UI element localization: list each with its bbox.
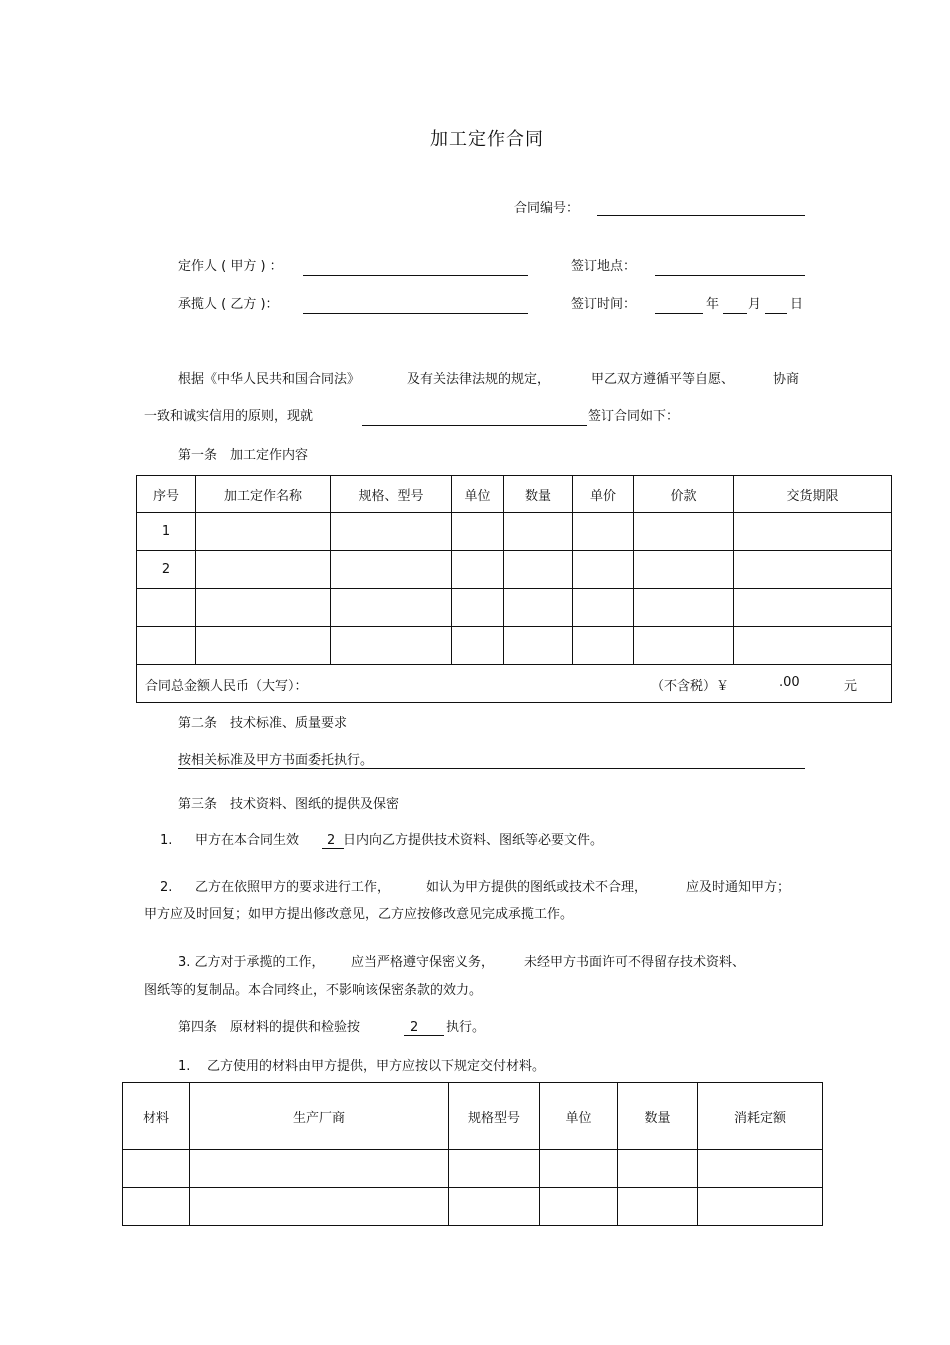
table-cell[interactable] bbox=[452, 589, 504, 627]
preamble-seg3: 甲乙双方遵循平等自愿、 bbox=[591, 372, 735, 387]
preamble-line2-start: 一致和诚实信用的原则，现就 bbox=[144, 409, 314, 424]
col-header: 单价 bbox=[573, 476, 634, 513]
article3-item2-line2: 甲方应及时回复；如甲方提出修改意见，乙方应按修改意见完成承揽工作。 bbox=[144, 907, 574, 922]
table-cell[interactable] bbox=[196, 589, 331, 627]
table-cell[interactable]: 1 bbox=[137, 513, 196, 551]
table-cell[interactable] bbox=[734, 627, 892, 665]
article2-text: 按相关标准及甲方书面委托执行。 bbox=[178, 753, 374, 768]
table-cell[interactable]: 2 bbox=[137, 551, 196, 589]
article3-heading: 第三条 技术资料、图纸的提供及保密 bbox=[178, 797, 400, 812]
article3-item3-line2: 图纸等的复制品。本合同终止，不影响该保密条款的效力。 bbox=[144, 983, 483, 998]
party-b-label: 承揽人 ( 乙方 )： bbox=[178, 297, 279, 312]
col-header: 规格、型号 bbox=[331, 476, 452, 513]
party-b-field[interactable] bbox=[303, 313, 528, 314]
table-cell[interactable] bbox=[634, 513, 734, 551]
table-cell[interactable] bbox=[452, 513, 504, 551]
party-a-field[interactable] bbox=[303, 275, 528, 276]
table-row bbox=[137, 627, 892, 665]
article3-item2-text-a: 乙方在依照甲方的要求进行工作， bbox=[195, 880, 391, 895]
table-cell[interactable] bbox=[449, 1150, 540, 1188]
article4-heading-end: 执行。 bbox=[446, 1020, 486, 1035]
col-header: 数量 bbox=[618, 1083, 698, 1150]
col-header: 材料 bbox=[123, 1083, 190, 1150]
article2-heading: 第二条 技术标准、质量要求 bbox=[178, 716, 348, 731]
table-cell[interactable] bbox=[634, 551, 734, 589]
table-cell[interactable] bbox=[123, 1150, 190, 1188]
total-row bbox=[137, 665, 892, 703]
table-cell[interactable] bbox=[190, 1150, 449, 1188]
table-row bbox=[137, 551, 892, 589]
col-header: 序号 bbox=[137, 476, 196, 513]
preamble-seg1: 根据《中华人民共和国合同法》 bbox=[178, 372, 361, 387]
table-header-row bbox=[137, 476, 892, 513]
col-header: 单位 bbox=[540, 1083, 618, 1150]
table-row bbox=[123, 1188, 823, 1226]
article4-option-underline bbox=[404, 1035, 444, 1036]
year-label: 年 bbox=[706, 297, 720, 312]
table-cell[interactable] bbox=[734, 589, 892, 627]
table-cell[interactable] bbox=[331, 551, 452, 589]
table-cell[interactable] bbox=[504, 589, 573, 627]
col-header: 数量 bbox=[504, 476, 573, 513]
article3-item1-num: 1. bbox=[160, 833, 173, 848]
table-cell[interactable] bbox=[504, 627, 573, 665]
col-header: 生产厂商 bbox=[190, 1083, 449, 1150]
materials-table bbox=[122, 1082, 823, 1226]
sign-place-label: 签订地点： bbox=[571, 259, 637, 274]
table-cell[interactable] bbox=[573, 589, 634, 627]
amount-suffix[interactable]: .00 bbox=[779, 675, 800, 690]
table-cell[interactable] bbox=[196, 627, 331, 665]
col-header: 价款 bbox=[634, 476, 734, 513]
table-cell[interactable] bbox=[452, 551, 504, 589]
table-cell[interactable] bbox=[634, 589, 734, 627]
preamble-seg4: 协商 bbox=[773, 372, 800, 387]
table-cell[interactable] bbox=[573, 551, 634, 589]
article4-item1-text: 乙方使用的材料由甲方提供，甲方应按以下规定交付材料。 bbox=[207, 1059, 546, 1074]
contract-subject-field[interactable] bbox=[362, 425, 587, 426]
article3-item1-text-b: 日内向乙方提供技术资料、图纸等必要文件。 bbox=[343, 833, 604, 848]
table-cell[interactable] bbox=[734, 513, 892, 551]
currency-unit: 元 bbox=[844, 679, 858, 694]
article3-item2-text-c: 应及时通知甲方； bbox=[686, 880, 791, 895]
article2-underline[interactable] bbox=[178, 768, 805, 769]
article3-item1-text-a: 甲方在本合同生效 bbox=[195, 833, 300, 848]
table-cell[interactable] bbox=[190, 1188, 449, 1226]
preamble-seg2: 及有关法律法规的规定， bbox=[407, 372, 551, 387]
table-cell[interactable] bbox=[618, 1188, 698, 1226]
table-cell[interactable] bbox=[331, 513, 452, 551]
table-cell[interactable] bbox=[734, 551, 892, 589]
col-header: 规格型号 bbox=[449, 1083, 540, 1150]
contract-no-field[interactable] bbox=[597, 215, 805, 216]
month-label: 月 bbox=[748, 297, 762, 312]
page-title: 加工定作合同 bbox=[430, 129, 544, 150]
table-cell[interactable] bbox=[698, 1150, 823, 1188]
table-cell[interactable] bbox=[123, 1188, 190, 1226]
table-cell[interactable] bbox=[449, 1188, 540, 1226]
sign-day-field[interactable] bbox=[765, 313, 787, 314]
table-cell[interactable] bbox=[137, 627, 196, 665]
article3-item2-text-b: 如认为甲方提供的图纸或技术不合理， bbox=[426, 880, 648, 895]
col-header: 单位 bbox=[452, 476, 504, 513]
processing-items-table bbox=[136, 475, 892, 703]
table-cell[interactable] bbox=[540, 1150, 618, 1188]
table-cell[interactable] bbox=[196, 551, 331, 589]
article3-item3-text-b: 应当严格遵守保密义务， bbox=[351, 955, 495, 970]
table-cell[interactable] bbox=[540, 1188, 618, 1226]
col-header: 交货期限 bbox=[734, 476, 892, 513]
table-cell[interactable] bbox=[573, 627, 634, 665]
article4-option[interactable]: 2 bbox=[410, 1020, 419, 1035]
article3-item1-days-underline bbox=[322, 848, 344, 849]
day-label: 日 bbox=[790, 297, 804, 312]
table-cell[interactable] bbox=[331, 627, 452, 665]
article4-item1-num: 1. bbox=[178, 1059, 191, 1074]
article1-heading: 第一条 加工定作内容 bbox=[178, 448, 309, 463]
table-cell[interactable] bbox=[137, 589, 196, 627]
table-cell[interactable] bbox=[573, 513, 634, 551]
table-cell[interactable] bbox=[452, 627, 504, 665]
table-cell[interactable] bbox=[634, 627, 734, 665]
article3-item3-text-c: 未经甲方书面许可不得留存技术资料、 bbox=[524, 955, 746, 970]
preamble-line2-end: 签订合同如下： bbox=[588, 409, 680, 424]
sign-year-field[interactable] bbox=[655, 313, 703, 314]
col-header: 消耗定额 bbox=[698, 1083, 823, 1150]
party-a-label: 定作人 ( 甲方 ) ： bbox=[178, 259, 283, 274]
table-cell[interactable] bbox=[618, 1150, 698, 1188]
table-header-row bbox=[123, 1083, 823, 1150]
article3-item3-text-a: 3. 乙方对于承揽的工作， bbox=[178, 955, 325, 970]
table-cell[interactable] bbox=[331, 589, 452, 627]
table-cell[interactable] bbox=[196, 513, 331, 551]
sign-month-field[interactable] bbox=[723, 313, 747, 314]
contract-no-label: 合同编号： bbox=[514, 201, 580, 216]
article4-heading: 第四条 原材料的提供和检验按 bbox=[178, 1020, 361, 1035]
sign-place-field[interactable] bbox=[655, 275, 805, 276]
table-row bbox=[137, 513, 892, 551]
sign-time-label: 签订时间： bbox=[571, 297, 637, 312]
article3-item2-num: 2. bbox=[160, 880, 173, 895]
table-cell[interactable] bbox=[504, 551, 573, 589]
table-cell[interactable] bbox=[504, 513, 573, 551]
total-label: 合同总金额人民币（大写）： bbox=[145, 679, 308, 694]
table-row bbox=[137, 589, 892, 627]
table-cell[interactable] bbox=[698, 1188, 823, 1226]
article3-item1-days[interactable]: 2 bbox=[327, 833, 336, 848]
tax-label: （不含税）￥ bbox=[651, 679, 730, 694]
table-row bbox=[123, 1150, 823, 1188]
col-header: 加工定作名称 bbox=[196, 476, 331, 513]
total-cell bbox=[137, 665, 892, 703]
